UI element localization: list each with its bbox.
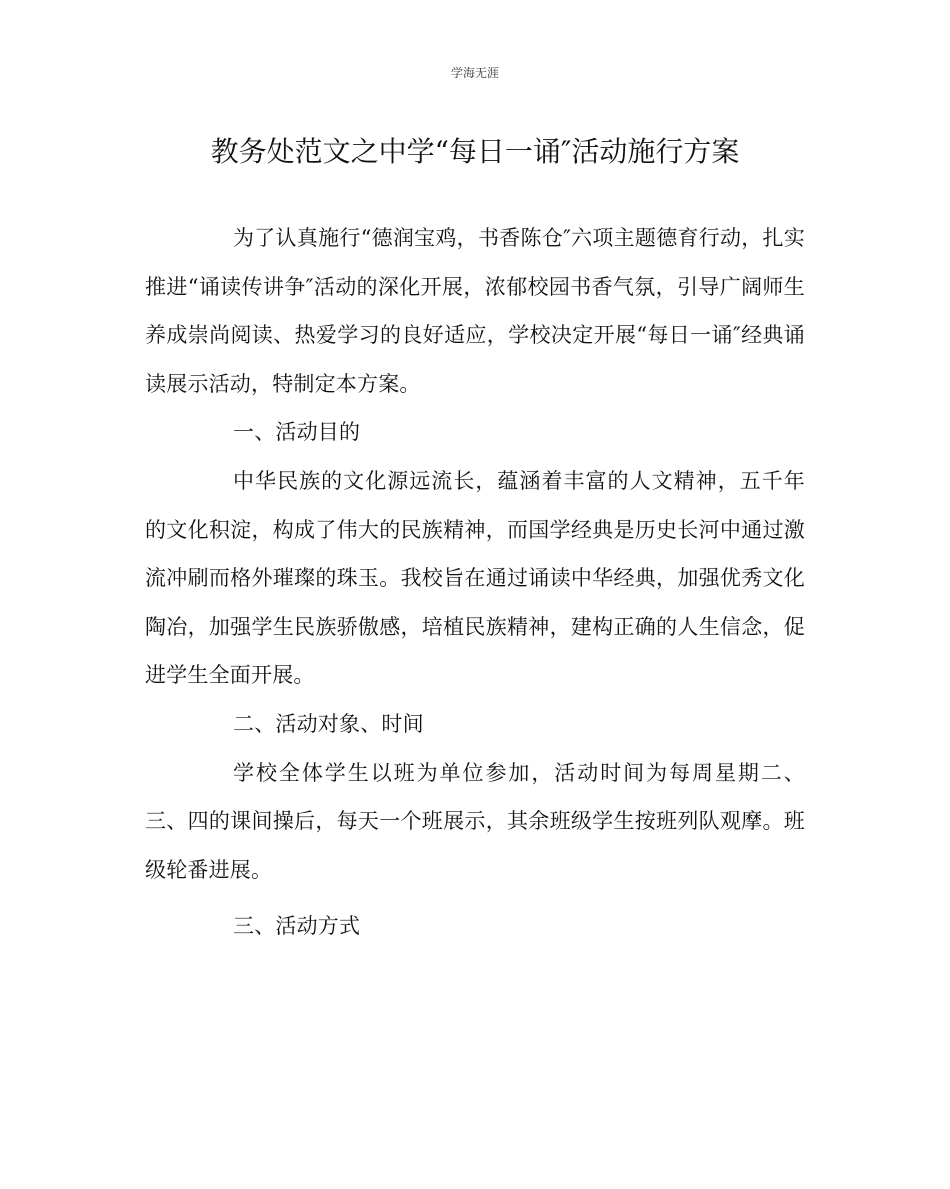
section-heading-participants-time: 二、活动对象、时间: [233, 711, 424, 736]
section-heading-purpose: 一、活动目的: [233, 420, 361, 445]
intro-paragraph: 为了认真施行“德润宝鸡，书香陈仓″六项主题德育行动，扎实推进“诵读传讲争″活动的深化开展，浓郁校园书香气氛，引导广阔师生养成崇尚阅读、热爱学习的良好适应，学校决定开展“每日一诵″经典诵读展示活动，特制定本方案。: [145, 226, 805, 396]
section-heading-activity-method: 三、活动方式: [233, 914, 361, 939]
purpose-paragraph: 中华民族的文化源远流长，蕴涵着丰富的人文精神，五千年的文化积淀，构成了伟大的民族精神，而国学经典是历史长河中通过激流冲刷而格外璀璨的珠玉。我校旨在通过诵读中华经典，加强优秀文化陶冶，加强学生民族骄傲感，培植民族精神，建构正确的人生信念，促进学生全面开展。: [145, 468, 805, 688]
page-header: 学海无涯: [450, 66, 499, 80]
document-body: [145, 214, 805, 951]
participants-time-paragraph: 学校全体学生以班为单位参加，活动时间为每周星期二、三、四的课间操后，每天一个班展示，其余班级学生按班列队观摩。班级轮番进展。: [145, 760, 805, 882]
document-title: 教务处范文之中学“每日一诵″活动施行方案: [210, 135, 740, 168]
